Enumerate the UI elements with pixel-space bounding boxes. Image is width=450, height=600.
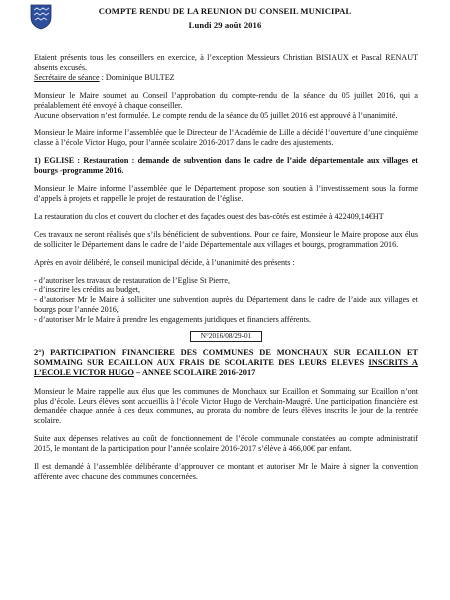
academy-info-paragraph: Monsieur le Maire informe l’assemblée que le Directeur de l’Académie de Lille a décidé l’ouverture d’une cinquième classe à l’école Victor Hugo, pour l’année scolaire 2016-2017 dans le cadre des ajustements. [34, 128, 418, 148]
list-item: - d’autoriser Mr le Maire à prendre les engagements juridiques et financiers afférents. [34, 315, 311, 325]
secretary-line [34, 73, 418, 83]
secretary-value: : Dominique BULTEZ [99, 72, 175, 82]
section2-paragraph-1: Monsieur le Maire rappelle aux élus que les communes de Monchaux sur Ecaillon et Sommaing sur Ecaillon n’ont plus d’école. Leurs élèves sont accueillis à l’école Victor Hugo de Verchain-Maugré. Une participation financière est demandée chaque année à ces deux communes, au prorata du nombre de leurs élèves inscrits le jour de la rentrée scolaire. [34, 386, 418, 426]
section1-paragraph-2: La restauration du clos et couvert du clocher et des façades ouest des bas-côtés est estimée à 422409,14€HT [34, 211, 384, 221]
section2-paragraph-3: Il est demandé à l’assemblée délibérante d’approuver ce montant et autoriser Mr le Maire à signer la convention afférente avec chacune des communes concernées. [34, 462, 418, 481]
secretary-label: Secrétaire de séance [34, 72, 100, 82]
list-item: - d’autoriser les travaux de restauration de l’Eglise St Pierre, [34, 275, 230, 285]
list-item: - d’inscrire les crédits au budget, [34, 285, 141, 295]
list-item: - d’autoriser Mr le Maire à solliciter une subvention auprès du Département dans le cadre de l’aide aux villages et bourgs pour l’année 2016, [34, 295, 418, 315]
meeting-date: Lundi 29 août 2016 [188, 20, 262, 30]
section1-paragraph-3: Ces travaux ne seront réalisés que s’ils bénéficient de subventions. Pour ce faire, Monsieur le Maire propose aux élus de solliciter le Département dans le cadre de l’aide Départementale aux villages et bourgs, programmation 2016. [34, 229, 418, 249]
decision-list [34, 276, 418, 326]
document-title: COMPTE RENDU DE LA REUNION DU CONSEIL MUNICIPAL [98, 6, 352, 16]
document-body [34, 53, 418, 482]
section2-heading-part2: INSCRITS A L’ECOLE VICTOR HUGO [34, 358, 418, 378]
section2-paragraph-2: Suite aux dépenses relatives au coût de fonctionnement de l’école communale constatées au compte administratif 2015, le montant de la participation pour l’année scolaire 2016-2017 s’élève à 466,00€ par enfant. [34, 434, 418, 454]
section1-paragraph-4: Après en avoir délibéré, le conseil municipal décide, à l’unanimité des présents : [34, 257, 295, 267]
section2-heading [34, 348, 418, 379]
attendance-paragraph: Etaient présents tous les conseillers en exercice, à l’exception Messieurs Christian BISIAUX et Pascal RENAUT absents excusés. [34, 53, 418, 72]
deliberation-number: N°2016/08/29-01 [190, 331, 262, 342]
section1-heading: 1) EGLISE : Restauration : demande de subvention dans le cadre de l’aide départementale aux villages et bourgs -programme 2016. [34, 156, 418, 176]
section2-heading-part1: 2°) PARTICIPATION FINANCIERE DES COMMUNES DE MONCHAUX SUR ECAILLON ET SOMMAING SUR ECAILLON AUX FRAIS DE SCOLARITE DES LEURS ELEVES [34, 348, 418, 368]
approval-paragraph: Monsieur le Maire soumet au Conseil l’approbation du compte-rendu de la séance du 05 juillet 2016, qui a préalablement été envoyé à chaque conseiller. [34, 90, 418, 110]
approval-result: Aucune observation n’est formulée. Le compte rendu de la séance du 05 juillet 2016 est approuvé à l’unanimité. [34, 110, 398, 120]
section2-heading-part3: – ANNEE SCOLAIRE 2016-2017 [133, 368, 256, 378]
section1-paragraph-1: Monsieur le Maire informe l’assemblée que le Département propose son soutien à l’investissement sous la forme d’appels à projets et rappelle le projet de restauration de l’église. [34, 184, 418, 203]
